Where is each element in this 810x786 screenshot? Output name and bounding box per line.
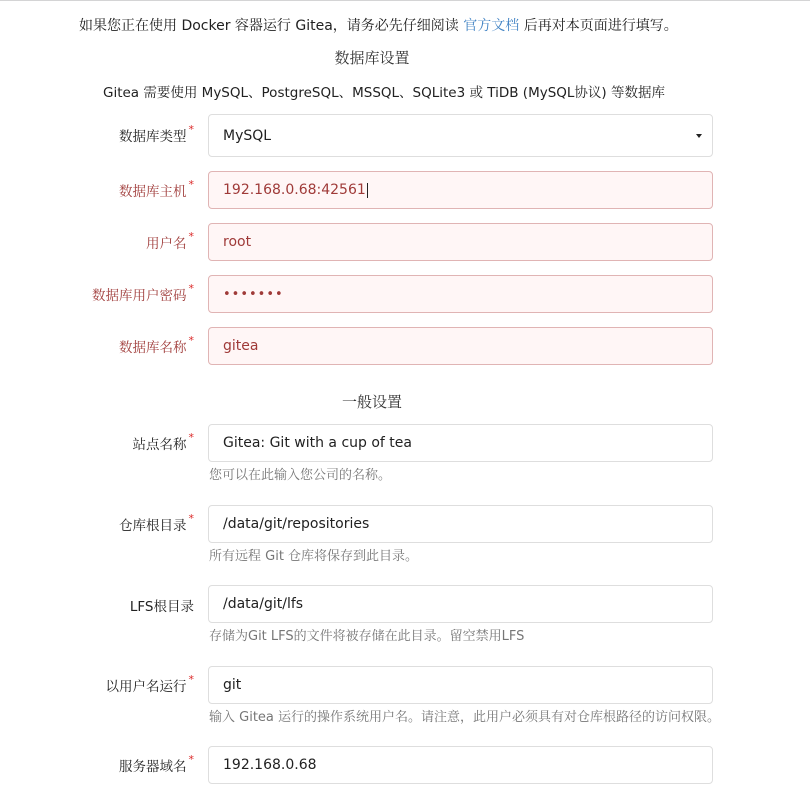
db-type-label-text: 数据库类型 xyxy=(119,129,187,145)
required-mark: * xyxy=(188,282,194,295)
db-host-input[interactable] xyxy=(208,171,713,209)
run-user-value: git xyxy=(223,677,242,693)
db-name-input[interactable] xyxy=(208,327,713,365)
db-user-value: root xyxy=(223,234,252,250)
run-user-input[interactable] xyxy=(208,666,713,704)
db-type-label xyxy=(4,125,194,145)
domain-value: 192.168.0.68 xyxy=(223,757,317,773)
notice-text-before: 如果您正在使用 Docker 容器运行 Gitea，请务必先仔细阅读 xyxy=(79,18,464,34)
db-section-title: 数据库设置 xyxy=(334,49,410,67)
db-type-value: MySQL xyxy=(223,127,272,144)
required-mark: * xyxy=(188,673,194,686)
required-mark: * xyxy=(188,431,194,444)
run-user-label xyxy=(4,675,194,695)
site-name-help: 您可以在此输入您公司的名称。 xyxy=(209,468,392,483)
db-user-input[interactable] xyxy=(208,223,713,261)
db-user-label xyxy=(4,232,194,252)
lfs-root-label xyxy=(4,595,194,615)
text-cursor xyxy=(367,183,368,198)
db-name-label-text: 数据库名称 xyxy=(119,340,187,356)
site-name-input[interactable] xyxy=(208,424,713,462)
lfs-root-input[interactable] xyxy=(208,585,713,623)
required-mark: * xyxy=(188,753,194,766)
required-mark: * xyxy=(188,334,194,347)
db-host-label xyxy=(4,180,194,200)
repo-root-value: /data/git/repositories xyxy=(223,516,370,532)
domain-input[interactable] xyxy=(208,746,713,784)
site-name-label xyxy=(4,433,194,453)
db-host-value: 192.168.0.68:42561 xyxy=(223,182,366,198)
db-host-label-text: 数据库主机 xyxy=(119,184,187,200)
lfs-root-value: /data/git/lfs xyxy=(223,596,304,612)
required-mark: * xyxy=(188,230,194,243)
domain-label-text: 服务器域名 xyxy=(119,759,187,775)
domain-label xyxy=(4,755,194,775)
run-user-label-text: 以用户名运行 xyxy=(105,679,187,695)
lfs-root-help: 存储为Git LFS的文件将被存储在此目录。留空禁用LFS xyxy=(209,629,525,644)
required-mark: * xyxy=(188,178,194,191)
repo-root-label xyxy=(4,514,194,534)
repo-root-help: 所有远程 Git 仓库将保存到此目录。 xyxy=(209,549,419,564)
db-password-label-text: 数据库用户密码 xyxy=(92,288,187,304)
repo-root-label-text: 仓库根目录 xyxy=(119,518,187,534)
run-user-help: 输入 Gitea 运行的操作系统用户名。请注意，此用户必须具有对仓库根路径的访问权限。 xyxy=(209,710,721,725)
required-mark: * xyxy=(188,123,194,136)
docker-notice xyxy=(79,15,678,35)
notice-text-after: 后再对本页面进行填写。 xyxy=(519,18,678,34)
repo-root-input[interactable] xyxy=(208,505,713,543)
official-docs-link[interactable]: 官方文档 xyxy=(463,18,520,34)
db-password-label xyxy=(4,284,194,304)
dropdown-caret-icon xyxy=(696,134,702,138)
db-password-input[interactable] xyxy=(208,275,713,313)
lfs-root-label-text: LFS根目录 xyxy=(129,599,194,615)
db-info-text: Gitea 需要使用 MySQL、PostgreSQL、MSSQL、SQLite3 或 TiDB (MySQL协议) 等数据库 xyxy=(103,85,665,101)
db-type-select[interactable] xyxy=(208,114,713,157)
required-mark: * xyxy=(188,512,194,525)
db-user-label-text: 用户名 xyxy=(146,236,187,252)
db-password-value: ••••••• xyxy=(223,286,284,302)
site-name-label-text: 站点名称 xyxy=(132,437,187,453)
general-section-title: 一般设置 xyxy=(341,393,402,411)
db-name-label xyxy=(4,336,194,356)
db-name-value: gitea xyxy=(223,338,259,354)
site-name-value: Gitea: Git with a cup of tea xyxy=(223,435,412,451)
top-divider xyxy=(0,0,810,1)
